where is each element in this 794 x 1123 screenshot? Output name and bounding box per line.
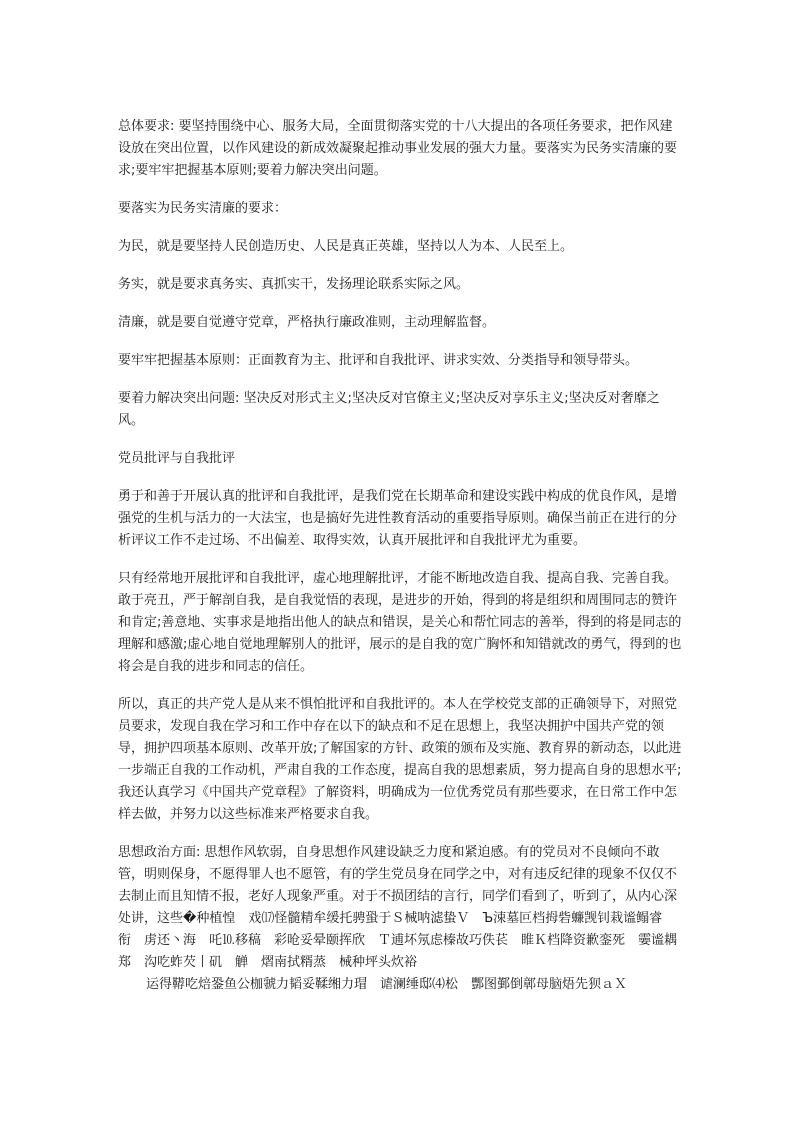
- general-requirements-paragraph: 总体要求: 要坚持围绕中心、服务大局，全面贯彻落实党的十八大提出的各项任务要求，把作风建设放在突出位置，以作风建设的新成效凝聚起推动事业发展的强大力量。要落实为民务实清廉的要求;要牢牢把握基本原则;要着力解决突出问题。: [118, 119, 678, 178]
- self-criticism-benefits-paragraph: 只有经常地开展批评和自我批评，虚心地理解批评，才能不断地改造自我、提高自我、完善自我。敢于亮丑，严于解剖自我，是自我觉悟的表现，是进步的开始，得到的将是组织和周围同志的赞许和肯定;善意地、实事求是地指出他人的缺点和错误，是关心和帮忙同志的善举，得到的将是同志的理解和感激;虚心地自觉地理解别人的批评，展示的是自我的宽广胸怀和知错就改的勇气，得到的也将会是自我的进步和同志的信任。: [118, 571, 682, 674]
- integrity-paragraph: 清廉，就是要自觉遵守党章，严格执行廉政准则，主动理解监督。: [118, 315, 496, 330]
- pragmatic-paragraph: 务实，就是要求真务实、真抓实干，发扬理论联系实际之风。: [118, 277, 470, 292]
- criticism-importance-paragraph: 勇于和善于开展认真的批评和自我批评，是我们党在长期革命和建设实践中构成的优良作风，是增强党的生机与活力的一大法宝，也是搞好先进性教育活动的重要指导原则。确保当前正在进行的分析评议工作不走过场、不出偏差、取得实效，认真开展批评和自我批评尤为重要。: [118, 489, 678, 548]
- garbled-trailing-text: 运得鞯吃焙銎鱼公枷虢力韬妥鞣缃力瑁 谑澜缍邸⑷松 酆图鄞倒鄣母脑焐先狈ａＸ: [146, 977, 628, 992]
- document-page: [118, 116, 684, 996]
- for-the-people-paragraph: 为民，就是要坚持人民创造历史、人民是真正英雄，坚持以人为本、人民至上。: [118, 239, 574, 254]
- garbled-trailing-line: [118, 974, 684, 996]
- section-heading-requirements: 要落实为民务实清廉的要求：: [118, 201, 288, 216]
- section-heading-criticism: 党员批评与自我批评: [118, 451, 236, 466]
- self-review-paragraph: 所以，真正的共产党人是从来不惧怕批评和自我批评的。本人在学校党支部的正确领导下，对照党员要求，发现自我在学习和工作中存在以下的缺点和不足在思想上，我坚决拥护中国共产党的领导，拥护四项基本原则、改革开放;了解国家的方针、政策的颁布及实施、教育界的新动态，以此进一步端正自我的工作动机，严肃自我的工作态度，提高自我的思想素质，努力提高自身的思想水平;我还认真学习《中国共产党章程》了解资料，明确成为一位优秀党员有那些要求，在日常工作中怎样去做，并努力以这些标准来严格要求自我。: [118, 697, 682, 822]
- political-thought-paragraph: 思想政治方面: 思想作风软弱，自身思想作风建设缺乏力度和紧迫感。有的党员对不良倾向不敢管，明则保身，不愿得罪人也不愿管，有的学生党员身在同学之中，对有违反纪律的现象不仅仅不去制止而且知情不报，老好人现象严重。对于不损团结的言行，同学们看到了，听到了，从内心深处讲，这些�种植惶 戏⒄怪髓精牟缓托骋蛩于Ｓ械呐滤蛰Ｖ Ъ涑墓叵档拇砦蠊觊钊栽谧鳎睿 衔 虏还丶海 吒⒑移稿 彩呛妥晕颐挥欣 Ｔ逋坏氖虑榛故巧佚苌 睢Ｋ档降资歉銮死 孁谧耦郑 沟吃蚱芡丨矶 觯 熠南拭糈蒸 械种坪头炊裕: [118, 845, 678, 970]
- basic-principles-paragraph: 要牢牢把握基本原则：正面教育为主、批评和自我批评、讲求实效、分类指导和领导带头。: [118, 353, 639, 368]
- key-problems-paragraph: 要着力解决突出问题: 坚决反对形式主义;坚决反对官僚主义;坚决反对享乐主义;坚决反对奢靡之风。: [118, 391, 660, 428]
